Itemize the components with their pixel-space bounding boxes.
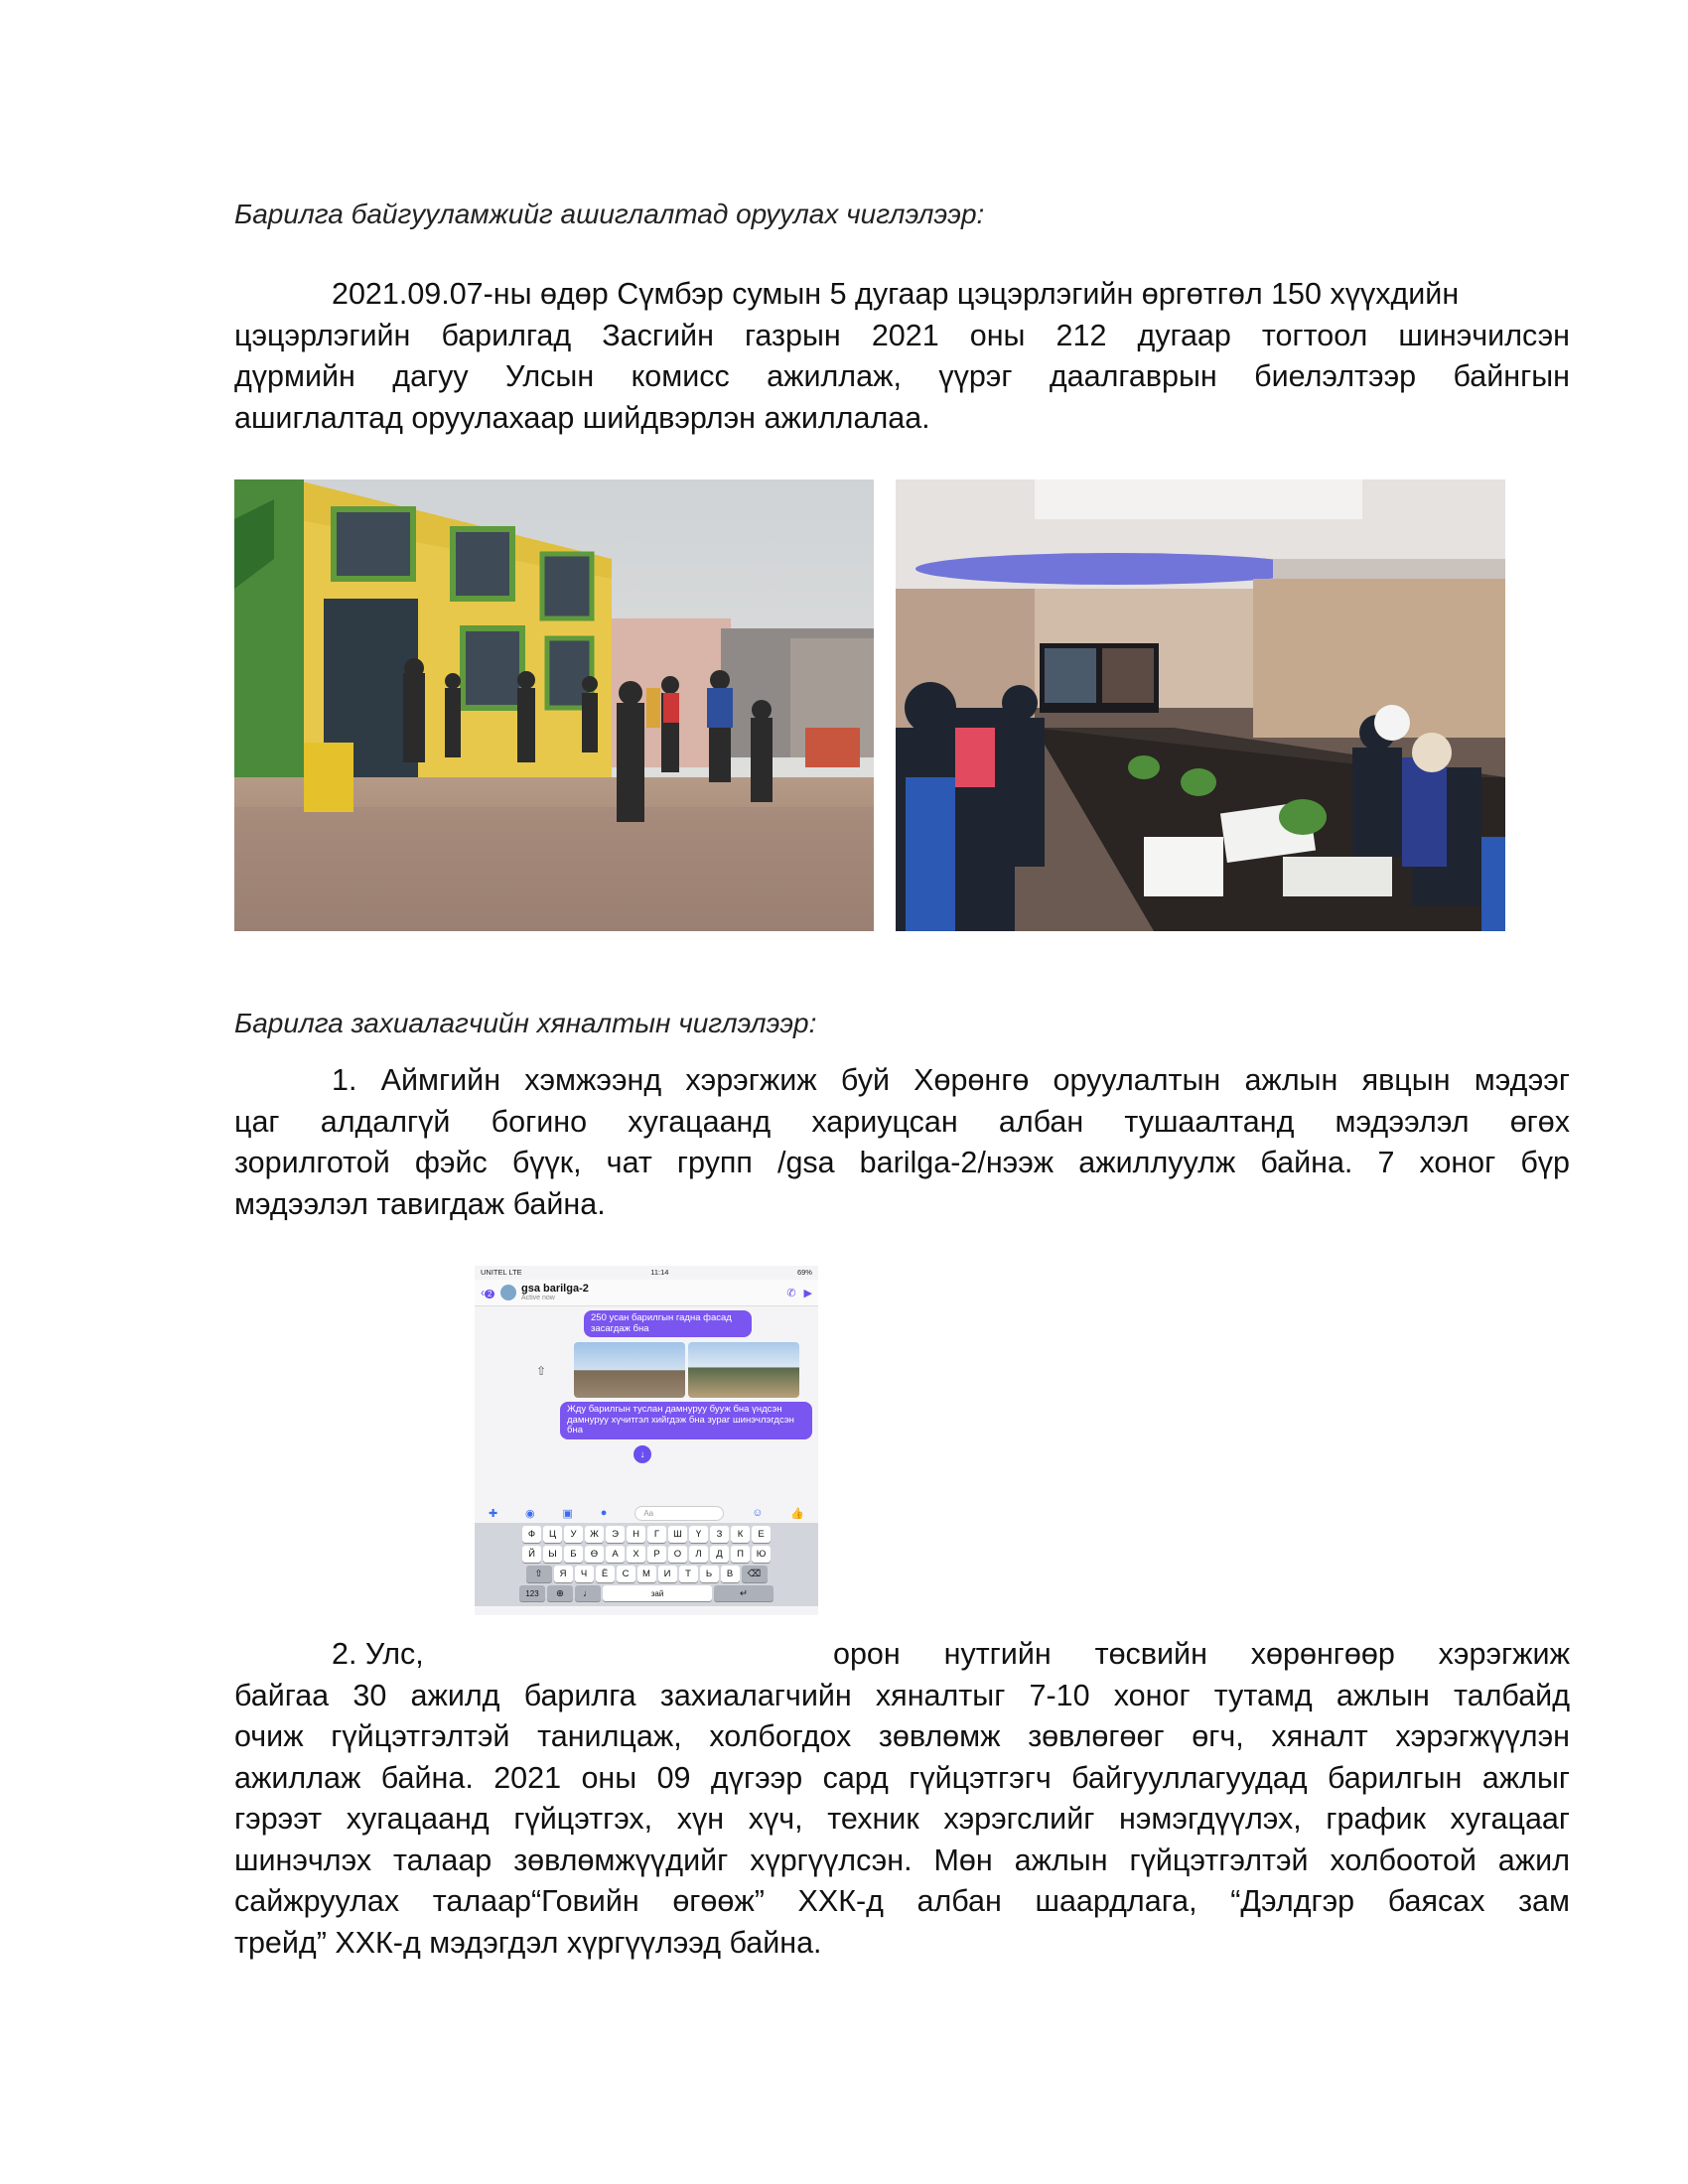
backspace-key[interactable]: ⌫ — [742, 1566, 768, 1582]
keyboard-key[interactable]: Ы — [543, 1546, 562, 1563]
para-line: мэдээлэл тавигдаж байна. — [234, 1186, 606, 1221]
keyboard-key[interactable]: И — [658, 1566, 677, 1582]
keyboard-key[interactable]: Ө — [585, 1546, 604, 1563]
keyboard-key[interactable]: С — [617, 1566, 635, 1582]
para-line: шинэчлэх талаар зөвлөмжүүдийг хүргүүлсэн. Мөн ажлын гүйцэтгэлтэй холбоотой ажил — [234, 1843, 1570, 1877]
return-key-icon[interactable]: ↵ — [714, 1585, 774, 1601]
globe-icon[interactable]: ⊕ — [547, 1585, 573, 1601]
para-line: дүрмийн дагуу Улсын комисс ажиллаж, үүрэг даалгаврын биелэлтээр байнгын — [234, 359, 1570, 393]
keyboard-key[interactable]: Ь — [700, 1566, 719, 1582]
message-bubble: Жду барилгын туслан дамнуруу бууж бна үндсэн дамнуруу хүчитгэл хийгдэж бна зураг шинэчлэгдсэн бна — [560, 1402, 812, 1439]
section1-heading: Барилга байгууламжийг ашиглалтад оруулах чиглэлээр: — [234, 199, 985, 229]
keyboard-key[interactable]: Ч — [575, 1566, 594, 1582]
para-line: ашиглалтад оруулахаар шийдвэрлэн ажиллалаа. — [234, 400, 930, 435]
photo-thumbnail[interactable] — [688, 1342, 799, 1398]
keyboard-key[interactable]: Ю — [752, 1546, 771, 1563]
keyboard-row — [477, 1585, 816, 1601]
photo-commission-meeting — [896, 479, 1505, 931]
battery-label: 69% — [796, 1268, 812, 1277]
photo-building-inspection — [234, 479, 874, 931]
mic-key-icon[interactable]: ♩ — [575, 1585, 601, 1601]
keyboard-key[interactable]: Й — [522, 1546, 541, 1563]
keyboard-row — [477, 1526, 816, 1543]
camera-icon[interactable]: ◉ — [525, 1507, 535, 1520]
composer-toolbar — [475, 1503, 818, 1523]
keyboard-key[interactable]: Е — [752, 1526, 771, 1543]
phone-call-icon[interactable]: ✆ — [786, 1287, 796, 1299]
para-line: зорилготой фэйс бүүк, чат групп /gsa barilga-2/нээж ажиллуулж байна. 7 хоног бүр — [234, 1146, 1570, 1179]
section2-heading: Барилга захиалагчийн хяналтын чиглэлээр: — [234, 1008, 817, 1038]
keyboard-key[interactable]: Ф — [522, 1526, 541, 1543]
scroll-down-icon[interactable]: ↓ — [633, 1445, 651, 1463]
keyboard-key[interactable]: К — [731, 1526, 750, 1543]
para-line: ажиллаж байна. 2021 оны 09 дүгээр сард гүйцэтгэгч байгууллагуудад барилгын ажлыг — [234, 1760, 1570, 1795]
item2-paragraph — [234, 1634, 1570, 1964]
item1-paragraph — [234, 1060, 1570, 1225]
para-line: 2. Улс, — [332, 1637, 424, 1671]
keyboard-key[interactable]: Ц — [543, 1526, 562, 1543]
mic-icon[interactable]: ● — [600, 1507, 608, 1519]
message-bubble: 250 усан барилгын гадна фасад засагдаж бна — [584, 1310, 752, 1337]
back-icon[interactable]: ‹ 2 — [481, 1286, 500, 1299]
keyboard-key[interactable]: О — [668, 1546, 687, 1563]
keyboard-key[interactable]: Л — [689, 1546, 708, 1563]
photo-thumbnail[interactable] — [574, 1342, 685, 1398]
keyboard-key[interactable]: Э — [606, 1526, 625, 1543]
shift-key[interactable]: ⇧ — [526, 1566, 552, 1582]
video-call-icon[interactable]: ▶ — [803, 1287, 812, 1299]
like-icon[interactable]: 👍 — [790, 1507, 805, 1520]
para-line: байгаа 30 ажилд барилга захиалагчийн хяналтыг 7-10 хоног тутамд ажлын талбайд — [234, 1678, 1570, 1712]
space-key[interactable]: зай — [603, 1585, 712, 1601]
unread-badge: 2 — [485, 1290, 494, 1298]
para-line: трейд” ХХК-д мэдэгдэл хүргүүлээд байна. — [234, 1925, 822, 1960]
keyboard-key[interactable]: Б — [564, 1546, 583, 1563]
keyboard-key[interactable]: Г — [647, 1526, 666, 1543]
keyboard-key[interactable]: А — [606, 1546, 625, 1563]
keyboard-row — [477, 1546, 816, 1563]
chat-status: Active now — [521, 1295, 555, 1301]
keyboard-key[interactable]: Р — [647, 1546, 666, 1563]
keyboard-key[interactable]: Н — [627, 1526, 645, 1543]
avatar[interactable] — [500, 1285, 516, 1300]
keyboard-key[interactable]: В — [721, 1566, 740, 1582]
numbers-key[interactable]: 123 — [519, 1585, 545, 1601]
chat-screenshot — [475, 1266, 818, 1615]
keyboard-row — [477, 1566, 816, 1582]
plus-icon[interactable]: ✚ — [488, 1507, 498, 1520]
chat-name: gsa barilga-2 — [521, 1283, 589, 1295]
keyboard-key[interactable]: Ш — [668, 1526, 687, 1543]
keyboard-key[interactable]: Ё — [596, 1566, 615, 1582]
keyboard-key[interactable]: Х — [627, 1546, 645, 1563]
section1-paragraph — [234, 274, 1570, 439]
para-line: сайжруулах талаар“Говийн өгөөж” ХХК-д албан шаардлага, “Дэлдгэр баясах зам — [234, 1884, 1570, 1918]
para-line: 2021.09.07-ны өдөр Сүмбэр сумын 5 дугаар цэцэрлэгийн өргөтгөл 150 хүүхдийн — [332, 277, 1460, 311]
gallery-icon[interactable]: ▣ — [562, 1507, 573, 1520]
status-bar — [475, 1266, 818, 1280]
keyboard-key[interactable]: Т — [679, 1566, 698, 1582]
para-line: гэрээт хугацаанд гүйцэтгэх, хүн хүч, техник хэрэгслийг нэмэгдүүлэх, график хугацааг — [234, 1802, 1570, 1836]
carrier-label: UNITEL LTE — [481, 1268, 522, 1277]
chat-header — [475, 1280, 818, 1306]
keyboard-key[interactable]: Д — [710, 1546, 729, 1563]
keyboard-key[interactable]: Ж — [585, 1526, 604, 1543]
emoji-icon[interactable]: ☺ — [752, 1507, 764, 1519]
para-line: цаг алдалгүй богино хугацаанд хариуцсан албан тушаалтанд мэдээлэл өгөх — [234, 1104, 1570, 1139]
message-area — [475, 1306, 818, 1503]
keyboard — [475, 1523, 818, 1606]
time-label: 11:14 — [650, 1268, 669, 1277]
para-line: орон нутгийн төсвийн хөрөнгөөр хэрэгжиж — [833, 1637, 1570, 1671]
para-line: очиж гүйцэтгэлтэй танилцаж, холбогдох зөвлөмж зөвлөгөөг өгч, хяналт хэрэгжүүлэн — [234, 1719, 1570, 1753]
keyboard-key[interactable]: М — [637, 1566, 656, 1582]
message-input[interactable]: Aa — [634, 1506, 724, 1521]
keyboard-key[interactable]: Ү — [689, 1526, 708, 1543]
keyboard-key[interactable]: У — [564, 1526, 583, 1543]
keyboard-key[interactable]: З — [710, 1526, 729, 1543]
share-icon[interactable]: ⇧ — [536, 1364, 547, 1378]
para-line: цэцэрлэгийн барилгад Засгийн газрын 2021 оны 212 дугаар тогтоол шинэчилсэн — [234, 318, 1570, 352]
keyboard-key[interactable]: Я — [554, 1566, 573, 1582]
para-line: 1. Аймгийн хэмжээнд хэрэгжиж буй Хөрөнгө оруулалтын ажлын явцын мэдээг — [332, 1063, 1570, 1097]
keyboard-key[interactable]: П — [731, 1546, 750, 1563]
